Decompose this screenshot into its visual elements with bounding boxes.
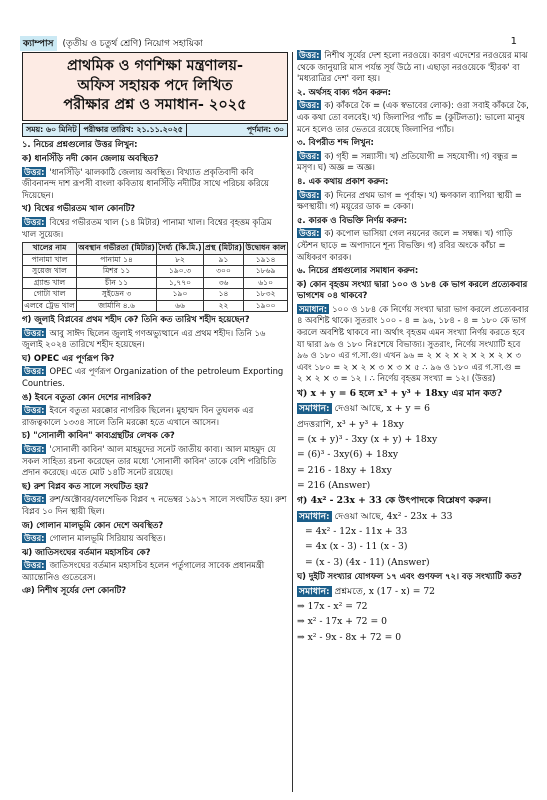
solution-line: = 216 - 18xy + 18xy <box>297 464 392 476</box>
solution-text: দেওয়া আছে, 4x² - 23x + 33 <box>334 510 453 522</box>
question: চ) "সোনালী কাবিন" কাব্যগ্রন্থটির লেখক কে? <box>22 430 175 441</box>
question: ক) ধানসিঁড়ি নদী কোন জেলায় অবস্থিত? <box>22 153 159 164</box>
answer-tag: উত্তর: <box>299 228 320 239</box>
question: ঙ) ইবনে বতুতা কোন দেশের নাগরিক? <box>22 391 152 402</box>
table-cell: ১৮৩২ <box>244 289 288 300</box>
answer-tag: উত্তর: <box>24 366 45 377</box>
solution-line: প্রদত্তরাশি, x³ + y³ + 18xy <box>297 418 404 430</box>
answer-tag: উত্তর: <box>24 166 45 177</box>
question-title: কারক ও বিভক্তি নির্ণয় করুন: <box>308 214 408 225</box>
solution-tag: সমাধান: <box>299 303 328 314</box>
right-column <box>297 50 529 646</box>
question-1-heading <box>22 139 288 151</box>
answer-tag: উত্তর: <box>299 189 320 200</box>
table-cell: ১৯০ <box>157 289 204 300</box>
exam-title-line-2: অফিস সহায়ক পদে লিখিত <box>77 77 233 94</box>
question: জ) গোলান মালভূমি কোন দেশে অবস্থিত? <box>22 519 164 530</box>
answer-tag: উত্তর: <box>24 560 45 571</box>
answer-text: 'ধানসিঁড়ি' ঝালকাঠি জেলায় অবস্থিত। বিখ্যাত প্রকৃতিবাদী কবি জীবনানন্দ দাশ রূপসী বাংলা কবিতায় ধানসিঁড়ি নদীটির সাথে পরিচয় করিয়ে দিয়েছেন। <box>22 166 269 200</box>
solution <box>297 510 529 569</box>
table-header: দৈর্ঘ্য (কি.মি.) <box>158 243 202 253</box>
exam-marks: পূর্ণমান: ৩০ <box>246 124 284 134</box>
answer <box>22 444 288 479</box>
solution <box>297 304 529 385</box>
question-title: বিপরীত শব্দ লিখুন: <box>308 137 374 148</box>
question-title: এক কথায় প্রকাশ করুন: <box>308 175 389 186</box>
table-cell: জার্মানি ৪.৬ <box>76 300 156 311</box>
table-cell: ৬১০ <box>244 277 288 288</box>
question-number: ৬. <box>297 265 306 276</box>
exam-meta-row <box>22 123 288 138</box>
table-cell: সুইডেন ৩ <box>76 289 156 300</box>
solution-line: = (6)³ - 3xy(6) + 18xy <box>297 449 399 461</box>
answer <box>22 167 288 202</box>
column-divider <box>292 52 293 792</box>
question: গ) জুলাই বিপ্লবের প্রথম শহীদ কে? তিনি কত তারিখ শহীদ হয়েছেন? <box>22 314 250 324</box>
table-row <box>23 289 288 300</box>
table-cell: ৩০০ <box>203 266 244 277</box>
answer-tag: উত্তর: <box>299 100 320 111</box>
answer <box>22 366 288 389</box>
solution-line: ⇒ x² - 17x + 72 = 0 <box>297 616 387 628</box>
table-cell: ২২ <box>203 300 244 311</box>
solution <box>297 402 529 492</box>
answer-text: জাতিসংঘের বর্তমান মহাসচিব হলেন পর্তুগালের সাবেক প্রধানমন্ত্রী অ্যান্তোনিও গুতেরেস। <box>22 560 265 582</box>
answer <box>22 217 288 240</box>
table-cell: পানামা খাল <box>23 254 77 265</box>
answer <box>22 494 288 517</box>
table-cell: গোটা খাল <box>23 289 77 300</box>
answer <box>297 151 529 174</box>
question-4-heading <box>297 176 529 188</box>
table-row <box>23 277 288 288</box>
question: ঘ) OPEC এর পূর্ণরূপ কি? <box>22 352 115 363</box>
answer-tag: উত্তর: <box>24 533 45 544</box>
table-cell: ৬৬ <box>157 300 204 311</box>
question: ছ) রুশ বিপ্লব কত সালে সংঘটিত হয়? <box>22 480 149 491</box>
answer-text: গোলান মালভূমি সিরিয়ায় অবস্থিত। <box>49 533 166 544</box>
answer-text: ক) দিনের প্রথম ভাগ = পূর্বাহ্ন। খ) ক্ষণকাল ব্যাপিয়া স্থায়ী = ক্ষণস্থায়ী। গ) ময়ূরের ডাক = কেকা। <box>297 189 522 212</box>
answer <box>22 328 288 351</box>
table-cell: ৩৬ <box>203 277 244 288</box>
question-title: নিচের প্রশ্নগুলোর উত্তর লিখুন: <box>33 139 138 150</box>
solution-line: = 216 (Answer) <box>297 480 371 492</box>
solution-text: ১০০ ও ১৮৪ কে নির্ণেয় সংখ্যা দ্বারা ভাগ করলে প্রত্যেকবার ৪ অবশিষ্ট থাকে। সুতরাং ১০০ - ৪ = ৯৬, ১৮৪ - ৪ = ১৮০ কে ভাগ করলে অবশিষ্ট থাকবে না। অর্থাৎ বৃহত্তম এমন সংখ্যা নির্ণয় করতে হবে যা দ্বারা ৯৬ ও ১৮০ নিঃশেষে বিভাজ্য। সুতরাং, নির্ণেয় সংখ্যাটি হবে ৯৬ ও ১৮০ এর গ.সা.গু। এখন ৯৬ = ২ × ২ × ২ × ২ × ২ × ৩ এবং ১৮০ = ২ × ২ × ৩ × ৩ × ৫ ∴ ৯৬ ও ১৮০ এর গ.সা.গু = ২ × ২ × ৩ = ১২ । ∴ নির্ণেয় বৃহত্তম সংখ্যা = ১২। (উত্তর) <box>297 303 529 384</box>
question-number: ১. <box>22 139 31 150</box>
solution-text: প্রশ্নমতে, x (17 - x) = 72 <box>334 585 436 597</box>
question-3-heading <box>297 137 529 149</box>
answer-text: ক) কাঁকরে কৈ = (এক স্বভাবের লোক): ওরা সবাই কাঁকরে কৈ, এক কথা তো বলবেই। খ) জিলাপির প্যাঁচ = (কুটিলতা): ভালো মানুষ মনে হলেও তার ভেতরে রয়েছে জিলাপির প্যাঁচ। <box>297 100 529 134</box>
question-5-heading <box>297 215 529 227</box>
solution-text: দেওয়া আছে, x + y = 6 <box>334 403 430 415</box>
question: খ) x + y = 6 হলে x³ + y³ + 18xy এর মান কত? <box>297 388 502 400</box>
solution-tag: সমাধান: <box>299 585 330 597</box>
question-6-heading <box>297 265 529 277</box>
exam-date: পরীক্ষার তারিখ: ২১.১১.২০২৫ <box>80 124 186 137</box>
solution-line: = (x + y)³ - 3xy (x + y) + 18xy <box>297 434 438 446</box>
exam-time: সময়: ৬০ মিনিট <box>23 124 80 137</box>
solution-line: = (x - 3) (4x - 11) (Answer) <box>305 556 430 568</box>
table-cell: পানামা ১৪ <box>76 254 156 265</box>
table-cell: চীন ১১ <box>76 277 156 288</box>
question-number: ২. <box>297 86 306 97</box>
answer <box>22 533 288 545</box>
question: গ) 4x² - 23x + 33 কে উৎপাদকে বিশ্লেষণ করুন। <box>297 495 491 507</box>
solution-line: ⇒ 17x - x² = 72 <box>297 601 368 613</box>
table-header: অবস্থান গভীরতা (মিটার) <box>78 243 155 253</box>
table-cell: ১৮৬৯ <box>244 266 288 277</box>
table-cell: গ্র্যান্ড খাল <box>23 277 77 288</box>
table-header: প্রস্থ (মিটার) <box>204 243 243 253</box>
answer-tag: উত্তর: <box>24 405 45 416</box>
answer-text: ক) গৃহী = সন্ন্যাসী। খ) প্রতিযোগী = সহযোগী। গ) বন্ধুর = মসৃণ। ঘ) অজ্ঞ = অজ্ঞ। <box>297 150 518 173</box>
header-subtitle: (তৃতীয় ও চতুর্থ শ্রেণি) নিয়োগ সহায়িকা <box>62 38 203 49</box>
answer-text: OPEC এর পূর্ণরূপ Organization of the petroleum Exporting Countries. <box>22 366 284 388</box>
table-row <box>23 254 288 265</box>
solution-line: ⇒ x² - 9x - 8x + 72 = 0 <box>297 631 402 643</box>
answer <box>297 100 529 135</box>
running-header <box>20 35 500 51</box>
answer <box>22 405 288 428</box>
table-row <box>23 266 288 277</box>
solution-line: = 4x² - 12x - 11x + 33 <box>305 526 408 538</box>
table-header: উদ্বোধন কাল <box>245 243 286 253</box>
table-cell: ১৪ <box>203 289 244 300</box>
solution <box>297 585 529 644</box>
left-column <box>22 52 288 599</box>
table-cell: ১৯০.৩ <box>157 266 204 277</box>
answer-tag: উত্তর: <box>24 494 45 505</box>
answer-tag: উত্তর: <box>24 443 45 454</box>
table-cell: ৯১ <box>203 254 244 265</box>
publisher-logo: ক্যাম্পাস <box>20 36 57 51</box>
question-number: ৪. <box>297 175 306 186</box>
solution-tag: সমাধান: <box>299 403 330 415</box>
question-title: নিচের প্রশ্নগুলোর সমাধান করুন: <box>308 265 419 276</box>
question-number: ৫. <box>297 214 306 225</box>
answer-text: নিশীথ সূর্যের দেশ হলো নরওয়ে। কারণ এদেশের নরওয়ের মাঝ থেকে জানুয়ারি মাস পর্যন্ত সূর্য উঠে না। এছাড়া নরওয়েকে 'হীরক' বা 'মধ্যরাত্রির দেশ' বলা হয়। <box>297 50 528 84</box>
answer-tag: উত্তর: <box>299 50 320 60</box>
question: খ) বিশ্বের গভীরতম খাল কোনটি? <box>22 203 136 214</box>
table-header: খালের নাম <box>23 243 77 254</box>
question: ঝ) জাতিসংঘের বর্তমান মহাসচিব কে? <box>22 546 151 557</box>
page-number: 1 <box>510 36 517 47</box>
table-cell: এলবে ট্রেভ খাল <box>24 300 75 310</box>
table-cell: ১,৭৭০ <box>157 277 204 288</box>
answer <box>297 228 529 263</box>
solution-line: = 4x (x - 3) - 11 (x - 3) <box>305 541 408 553</box>
exam-title-line-1: প্রাথমিক ও গণশিক্ষা মন্ত্রণালয়- <box>67 58 243 74</box>
answer <box>297 50 529 85</box>
answer <box>297 190 529 213</box>
answer-text: 'সোনালী কাবিন' আল মাহমুদের সনেট জাতীয় কাব্য। আল মাহমুদ যে সকল সাহিত্য রচনা করেছেন তার মধ্যে 'সোনালী কাবিন' তাকে বেশি পরিচিতি প্রদান করেছে। এতে মোট ১৪টি সনেট রয়েছে। <box>22 443 277 478</box>
table-cell: সুয়েজ খাল <box>23 266 77 277</box>
answer-tag: উত্তর: <box>24 327 45 338</box>
exam-title-box <box>22 52 288 121</box>
canal-table <box>22 242 288 312</box>
table-cell: ১৯১৪ <box>244 254 288 265</box>
question-2-heading <box>297 87 529 99</box>
answer-text: আবু সাঈদ ছিলেন জুলাই গণঅভ্যুত্থানে এর প্রথম শহীদ। তিনি ১৬ জুলাই ২০২৪ তারিখে শহীদ হয়েছেন। <box>22 327 266 350</box>
answer-text: রুশ/অক্টোবর/বলশেভিক বিপ্লব ৭ নভেম্বর ১৯১৭ সালে সংঘটিত হয়। রুশ বিপ্লব ১০ দিন স্থায়ী ছিল। <box>22 494 287 516</box>
question: ক) কোন বৃহত্তম সংখ্যা দ্বারা ১০০ ও ১৮৪ কে ভাগ করলে প্রত্যেকবার ভাগশেষ ০৪ থাকবে? <box>297 278 528 301</box>
table-cell: ১৯০০ <box>244 300 288 311</box>
question-number: ৩. <box>297 137 306 148</box>
answer-text: ক) কপোল ভাসিয়া গেল নয়নের জলে = সম্বন্ধ। খ) গাড়ি স্টেশন ছাড়ে = অপাদানে শূন্য বিভক্তি। গ) রবির অংকে কাঁচা = অধিকরণ কারক। <box>297 228 513 262</box>
answer-text: ইবনে বতুতা মরক্কোর নাগরিক ছিলেন। মুহাম্মদ বিন তুঘলক এর রাজত্বকালে ১৩৩৪ সালে তিনি মরক্কো হতে এখানে আসেন। <box>22 405 254 427</box>
answer <box>22 560 288 583</box>
question: ঘ) দুইটি সংখ্যার যোগফল ১৭ এবং গুণফল ৭২। বড় সংখ্যাটি কত? <box>297 571 522 582</box>
question: ঞ) নিশীথ সূর্যের দেশ কোনটি? <box>22 585 127 596</box>
table-cell: মিশর ১১ <box>76 266 156 277</box>
solution-tag: সমাধান: <box>299 510 330 522</box>
table-header-row <box>23 243 288 254</box>
table-cell: ৮২ <box>157 254 204 265</box>
question-title: অর্থসহ বাক্য গঠন করুন: <box>308 86 391 97</box>
table-row <box>23 300 288 311</box>
exam-title-line-3: পরীক্ষার প্রশ্ন ও সমাধান- ২০২৫ <box>63 97 247 114</box>
answer-text: বিশ্বের গভীরতম খাল (১৪ মিটার) পানামা খাল। বিশ্বের বৃহত্তম কৃত্রিম খাল সুয়েজ। <box>22 217 272 239</box>
answer-tag: উত্তর: <box>24 217 45 227</box>
answer-tag: উত্তর: <box>299 150 320 161</box>
